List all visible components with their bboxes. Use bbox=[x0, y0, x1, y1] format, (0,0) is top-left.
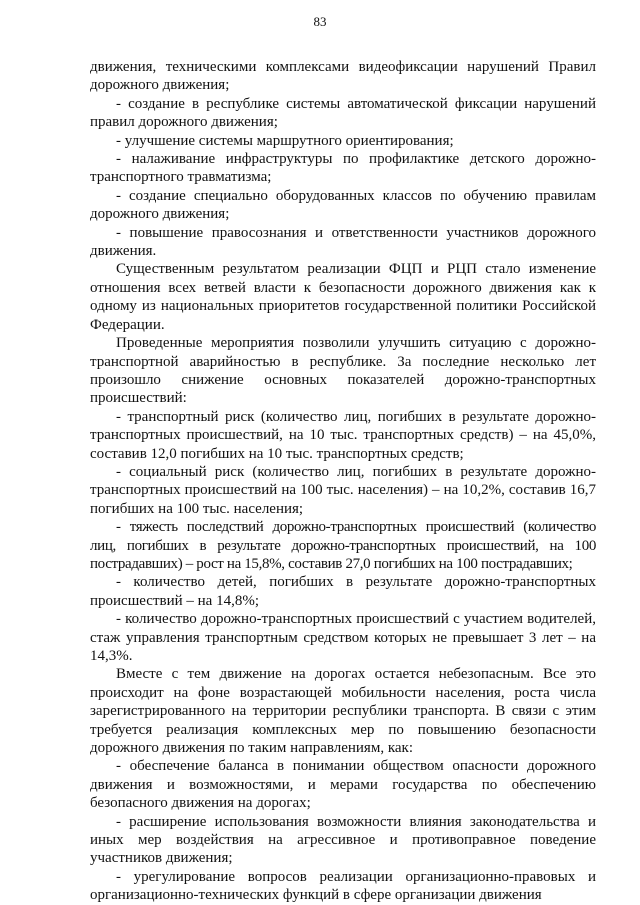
list-item: - социальный риск (количество лиц, погибших в результате дорожно-транспортных происшествий на 100 тыс. населения) – на 10,2%, составив 16,7 погибших на 100 тыс. населения; bbox=[90, 463, 596, 517]
list-item: - обеспечение баланса в понимании обществом опасности дорожного движения и возможностями, и мерами государства по обеспечению безопасного движения на дорогах; bbox=[90, 758, 596, 812]
paragraph: движения, техническими комплексами видеофиксации нарушений Правил дорожного движения; bbox=[90, 59, 596, 94]
list-item: - расширение использования возможности влияния законодательства и иных мер воздействия на агрессивное и противоправное поведение участников движения; bbox=[90, 813, 596, 867]
list-item: - тяжесть последствий дорожно-транспортных происшествий (количество лиц, погибших в результате дорожно-транспортных происшествий, на 100 пострадавших) – рост на 15,8%, составив 27,0 погибших на 100 пострадавших; bbox=[90, 519, 596, 572]
list-item: - урегулирование вопросов реализации организационно-правовых и организационно-технических функций в сфере организации движения bbox=[90, 868, 596, 904]
page-number: 83 bbox=[313, 14, 327, 29]
list-item: - количество дорожно-транспортных происшествий с участием водителей, стаж управления транспортным средством которых не превышает 3 лет – на 14,3%. bbox=[90, 611, 596, 664]
list-item: - количество детей, погибших в результате дорожно-транспортных происшествий – на 14,8%; bbox=[90, 574, 596, 609]
list-item: - создание в республике системы автоматической фиксации нарушений правил дорожного движения; bbox=[90, 95, 596, 131]
paragraph: Проведенные мероприятия позволили улучшить ситуацию с дорожно-транспортной аварийностью в республике. За последние несколько лет произошло снижение основных показателей дорожно-транспортных происшествий: bbox=[90, 335, 596, 407]
list-item: - улучшение системы маршрутного ориентирования; bbox=[116, 132, 454, 149]
list-item: - транспортный риск (количество лиц, погибших в результате дорожно-транспортных происшествий, на 10 тыс. транспортных средств) – на 45,0%, составив 12,0 погибших на 10 тыс. транспортных средств; bbox=[90, 408, 596, 462]
list-item: - повышение правосознания и ответственности участников дорожного движения. bbox=[90, 224, 596, 260]
document-body bbox=[90, 58, 596, 905]
list-item: - налаживание инфраструктуры по профилактике детского дорожно-транспортного травматизма; bbox=[90, 151, 596, 186]
paragraph: Существенным результатом реализации ФЦП и РЦП стало изменение отношения всех ветвей власти к безопасности дорожного движения как к одному из национальных приоритетов государственной политики Российской Федерации. bbox=[90, 261, 596, 333]
list-item: - создание специально оборудованных классов по обучению правилам дорожного движения; bbox=[90, 187, 596, 223]
paragraph: Вместе с тем движение на дорогах остается небезопасным. Все это происходит на фоне возрастающей мобильности населения, роста числа зарегистрированного на территории республики транспорта. В связи с этим требуется реализация комплексных мер по повышению безопасности дорожного движения по таким направлениям, как: bbox=[90, 666, 596, 757]
